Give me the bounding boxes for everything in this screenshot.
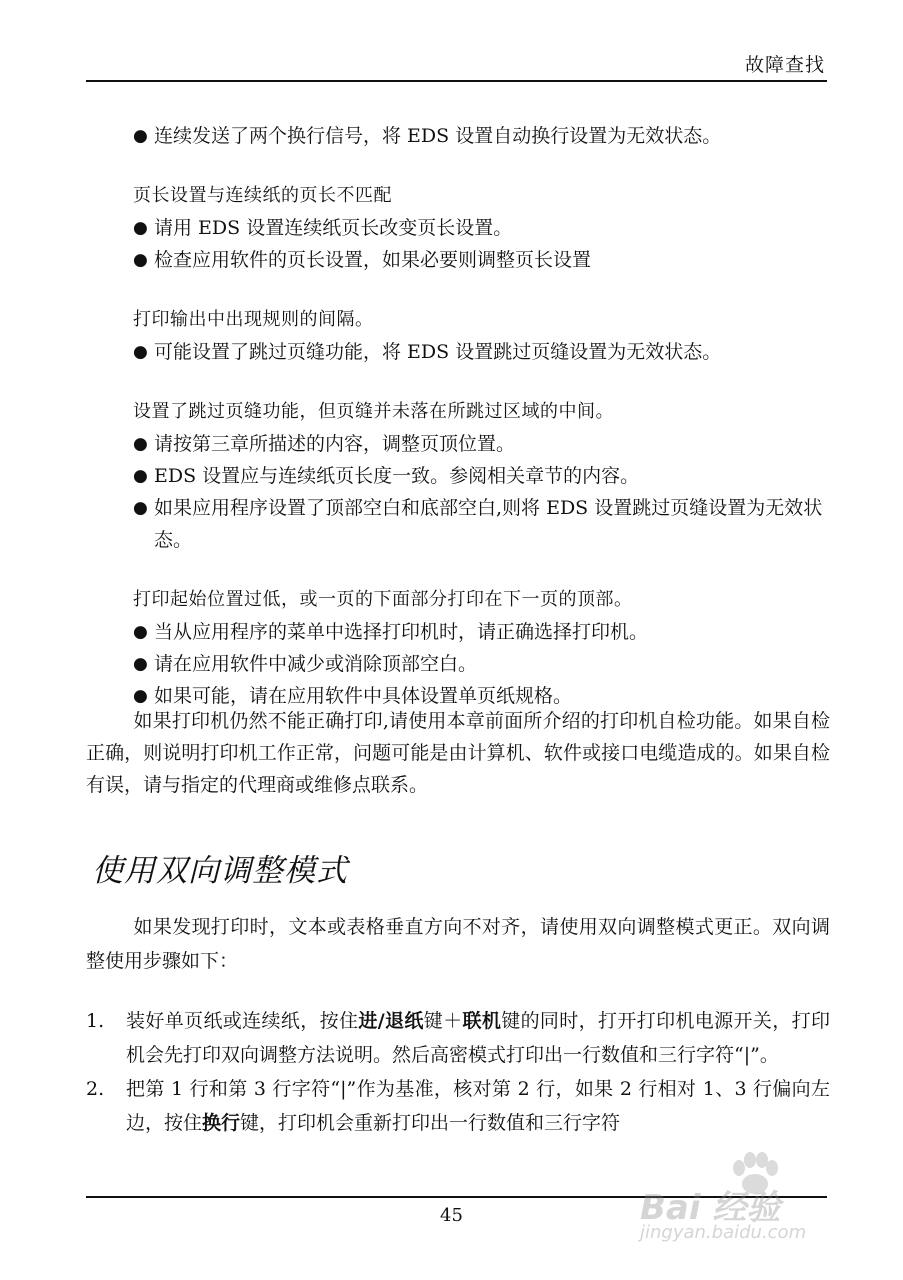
list-item bbox=[133, 120, 833, 152]
bullet-icon: ● bbox=[133, 342, 148, 362]
bullet-icon: ● bbox=[133, 126, 148, 146]
list-item bbox=[133, 648, 833, 680]
closing-paragraph: 如果打印机仍然不能正确打印,请使用本章前面所介绍的打印机自检功能。如果自检正确，则说明打印机工作正常，问题可能是由计算机、软件或接口电缆造成的。如果自检有误，请与指定的代理商或维修点联系。 bbox=[86, 710, 830, 796]
bullet-icon: ● bbox=[133, 686, 148, 706]
header-rule bbox=[86, 80, 827, 82]
watermark-url: jingyan.baidu.com bbox=[640, 1222, 807, 1243]
watermark-text: Bai 经验 bbox=[640, 1188, 781, 1228]
step-item bbox=[86, 1072, 830, 1140]
section-intro: 如果发现打印时，文本或表格垂直方向不对齐，请使用双向调整模式更正。双向调整使用步骤如下： bbox=[86, 916, 830, 972]
bullet-text: 如果可能，请在应用软件中具体设置单页纸规格。 bbox=[154, 685, 573, 707]
list-item bbox=[133, 212, 833, 244]
bullet-icon: ● bbox=[133, 498, 148, 518]
bullet-icon: ● bbox=[133, 622, 148, 642]
bullet-icon: ● bbox=[133, 654, 148, 674]
bullet-icon: ● bbox=[133, 434, 148, 454]
key-name: 联机 bbox=[462, 1010, 502, 1032]
troubleshooting-content bbox=[133, 120, 833, 712]
bullet-text: 如果应用程序设置了顶部空白和底部空白,则将 EDS 设置跳过页缝设置为无效状态。 bbox=[154, 497, 823, 551]
section-heading: 打印输出中出现规则的间隔。 bbox=[133, 309, 374, 330]
bullet-text: 当从应用程序的菜单中选择打印机时，请正确选择打印机。 bbox=[154, 621, 649, 643]
list-item bbox=[133, 336, 833, 368]
bidirectional-content bbox=[86, 910, 830, 1140]
watermark bbox=[640, 1150, 840, 1250]
section-heading: 页长设置与连续纸的页长不匹配 bbox=[133, 185, 392, 206]
header-title: 故障查找 bbox=[744, 54, 825, 76]
bullet-icon: ● bbox=[133, 218, 148, 238]
bullet-text: 连续发送了两个换行信号，将 EDS 设置自动换行设置为无效状态。 bbox=[154, 125, 722, 147]
list-item bbox=[133, 244, 833, 276]
step-text-part: 键的同时，打开打印机电源开关，打印机会先打印双向调整方法说明。然后高密模式打印出一行数值和三行字符“|”。 bbox=[126, 1010, 830, 1066]
step-text-part: 键＋ bbox=[423, 1010, 463, 1032]
page-number: 45 bbox=[440, 1205, 463, 1226]
step-text-part: 键，打印机会重新打印出一行数值和三行字符 bbox=[240, 1112, 621, 1134]
bullet-text: 检查应用软件的页长设置，如果必要则调整页长设置 bbox=[154, 249, 592, 271]
step-text bbox=[126, 1004, 830, 1072]
step-number: 2. bbox=[86, 1078, 105, 1100]
bullet-text: EDS 设置应与连续纸页长度一致。参阅相关章节的内容。 bbox=[154, 465, 640, 487]
list-item bbox=[133, 428, 833, 460]
key-name: 进/退纸 bbox=[358, 1010, 424, 1032]
bullet-text: 请按第三章所描述的内容，调整页顶位置。 bbox=[154, 433, 516, 455]
section-heading: 设置了跳过页缝功能，但页缝并未落在所跳过区域的中间。 bbox=[133, 401, 614, 422]
bullet-icon: ● bbox=[133, 250, 148, 270]
list-item bbox=[133, 616, 833, 648]
step-item bbox=[86, 1004, 830, 1072]
bullet-text: 请用 EDS 设置连续纸页长改变页长设置。 bbox=[154, 217, 513, 239]
section-heading: 打印起始位置过低，或一页的下面部分打印在下一页的顶部。 bbox=[133, 589, 633, 610]
key-name: 换行 bbox=[202, 1112, 241, 1134]
closing-block bbox=[86, 705, 830, 801]
step-text bbox=[126, 1072, 830, 1140]
bullet-text: 请在应用软件中减少或消除顶部空白。 bbox=[154, 653, 478, 675]
section-title: 使用双向调整模式 bbox=[92, 853, 348, 889]
list-item bbox=[133, 492, 833, 556]
step-text-part: 把第 1 行和第 3 行字符“|”作为基准，核对第 2 行，如果 2 行相对 1、3 行偏向左边，按住 bbox=[126, 1078, 830, 1134]
step-text-part: 装好单页纸或连续纸，按住 bbox=[126, 1010, 359, 1032]
step-number: 1. bbox=[86, 1010, 105, 1032]
bullet-icon: ● bbox=[133, 466, 148, 486]
list-item bbox=[133, 460, 833, 492]
bullet-text: 可能设置了跳过页缝功能，将 EDS 设置跳过页缝设置为无效状态。 bbox=[154, 341, 722, 363]
